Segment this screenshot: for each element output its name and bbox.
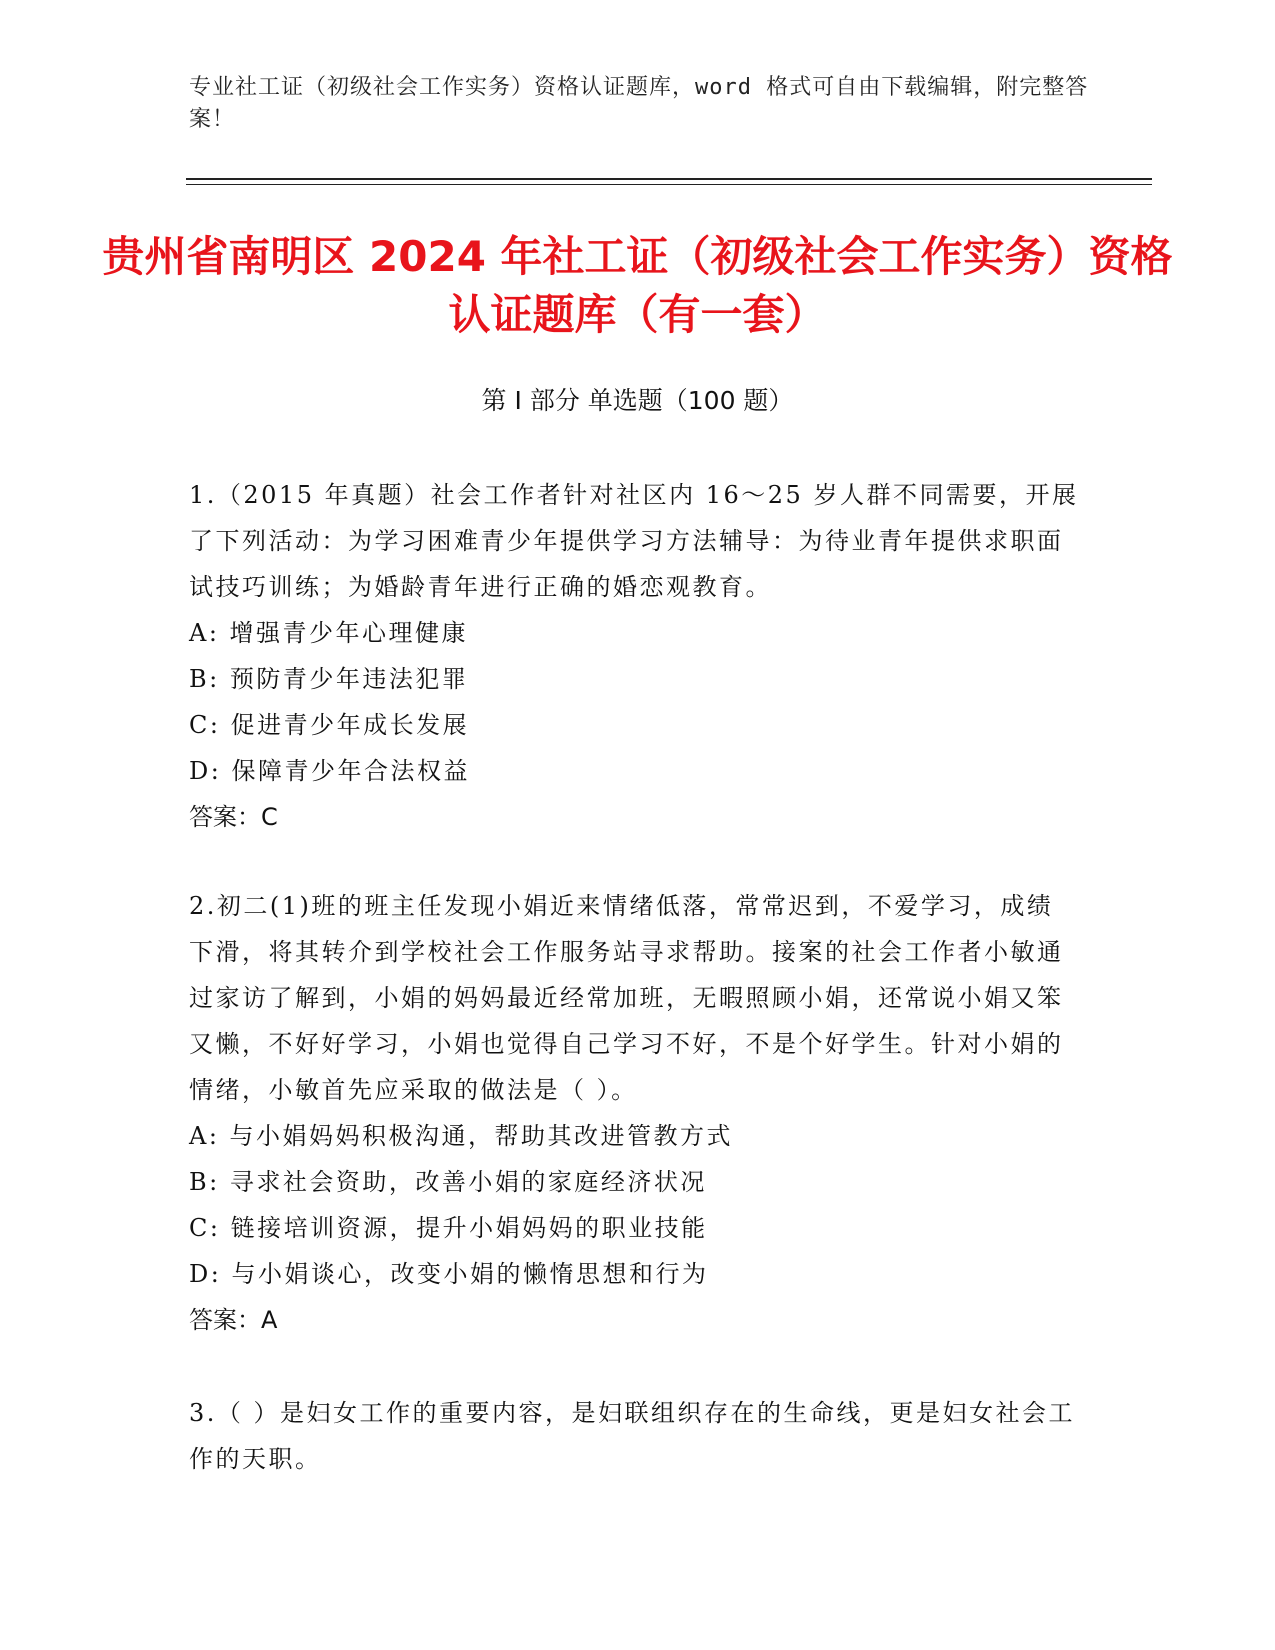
option-a: A: 与小娟妈妈积极沟通，帮助其改进管教方式 xyxy=(189,1122,734,1150)
question-2 xyxy=(189,883,1079,1343)
option-c: C: 链接培训资源，提升小娟妈妈的职业技能 xyxy=(189,1214,708,1242)
question-text: 2.初二(1)班的班主任发现小娟近来情绪低落，常常迟到，不爱学习，成绩下滑，将其转介到学校社会工作服务站寻求帮助。接案的社会工作者小敏通过家访了解到，小娟的妈妈最近经常加班，无暇照顾小娟，还常说小娟又笨又懒，不好好学习，小娟也觉得自己学习不好，不是个好学生。针对小娟的情绪，小敏首先应采取的做法是（ ）。 xyxy=(189,892,1064,1104)
section-title: 第 I 部分 单选题（100 题） xyxy=(481,386,794,415)
answer: 答案：C xyxy=(189,803,278,831)
option-d: D: 与小娟谈心，改变小娟的懒惰思想和行为 xyxy=(189,1260,709,1288)
option-d: D: 保障青少年合法权益 xyxy=(189,757,470,785)
question-text: 1.（2015 年真题）社会工作者针对社区内 16～25 岁人群不同需要，开展了下列活动：为学习困难青少年提供学习方法辅导：为待业青年提供求职面试技巧训练；为婚龄青年进行正确的婚恋观教育。 xyxy=(189,481,1079,601)
option-a: A: 增强青少年心理健康 xyxy=(189,619,469,647)
document-title: 贵州省南明区 2024 年社工证（初级社会工作实务）资格认证题库（有一套） xyxy=(102,232,1173,339)
option-b: B: 预防青少年违法犯罪 xyxy=(189,665,469,693)
answer: 答案：A xyxy=(189,1306,278,1334)
option-b: B: 寻求社会资助，改善小娟的家庭经济状况 xyxy=(189,1168,707,1196)
header-divider-bottom xyxy=(186,184,1152,185)
header-note: 专业社工证（初级社会工作实务）资格认证题库，word 格式可自由下载编辑，附完整答案！ xyxy=(189,75,1089,132)
option-c: C: 促进青少年成长发展 xyxy=(189,711,470,739)
question-1 xyxy=(189,472,1079,840)
header-divider-top xyxy=(186,178,1152,180)
question-3 xyxy=(189,1390,1079,1482)
question-text: 3.（ ）是妇女工作的重要内容，是妇联组织存在的生命线，更是妇女社会工作的天职。 xyxy=(189,1399,1076,1473)
